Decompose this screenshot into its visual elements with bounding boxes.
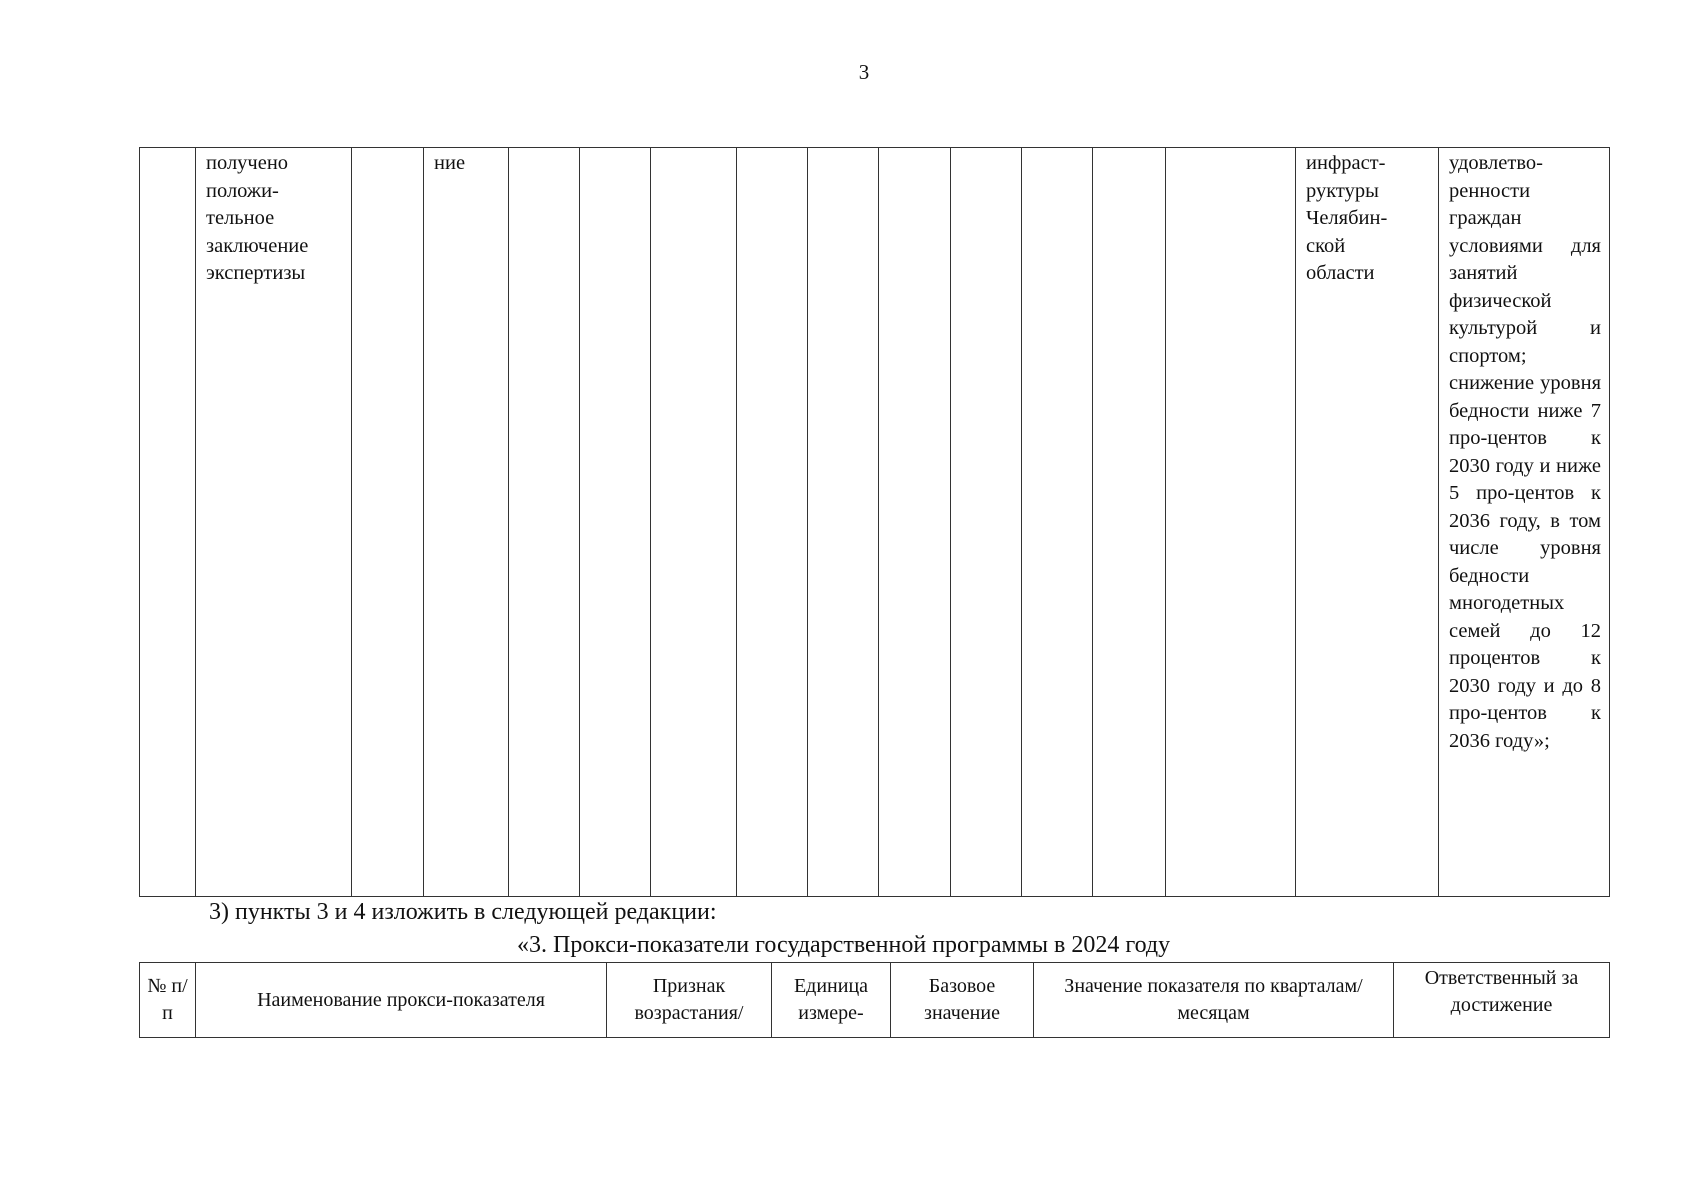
table-cell — [737, 148, 808, 897]
column-header: Значение показателя по кварталам/месяцам — [1034, 963, 1394, 1038]
table-cell — [140, 148, 196, 897]
table-cell — [879, 148, 951, 897]
column-header: Единица измере- — [772, 963, 891, 1038]
table-cell: получено положи- тельное заключение экспертизы — [196, 148, 352, 897]
table-cell — [509, 148, 580, 897]
table-cell: ние — [424, 148, 509, 897]
column-header: Ответственный за достижение — [1394, 963, 1610, 1038]
continuation-table — [139, 147, 1610, 897]
table-header-row — [140, 963, 1610, 1038]
table-cell — [1166, 148, 1296, 897]
page-number: 3 — [858, 60, 870, 84]
table-cell: инфраст- руктуры Челябин- ской области — [1296, 148, 1439, 897]
column-header: Базовое значение — [891, 963, 1034, 1038]
table-cell: удовлетво-ренности граждан условиями для занятий физической культурой и спортом; снижение уровня бедности ниже 7 про-центов к 2030 году и ниже 5 про-центов к 2036 году, в том числе уровня бедности многодетных семей до 12 процентов к 2030 году и до 8 про-центов к 2036 году»; — [1439, 148, 1610, 897]
table-cell — [1093, 148, 1166, 897]
section-title: «3. Прокси-показатели государственной программы в 2024 году — [517, 932, 1171, 958]
table-cell — [951, 148, 1022, 897]
table-cell — [352, 148, 424, 897]
table-cell — [651, 148, 737, 897]
table-cell — [808, 148, 879, 897]
table-cell — [580, 148, 651, 897]
table-cell — [1022, 148, 1093, 897]
edit-instruction: 3) пункты 3 и 4 изложить в следующей редакции: — [209, 899, 717, 925]
column-header: № п/п — [140, 963, 196, 1038]
column-header: Признак возрастания/ — [607, 963, 772, 1038]
table-row — [140, 148, 1610, 897]
proxy-indicators-table — [139, 962, 1610, 1038]
column-header: Наименование прокси-показателя — [196, 963, 607, 1038]
